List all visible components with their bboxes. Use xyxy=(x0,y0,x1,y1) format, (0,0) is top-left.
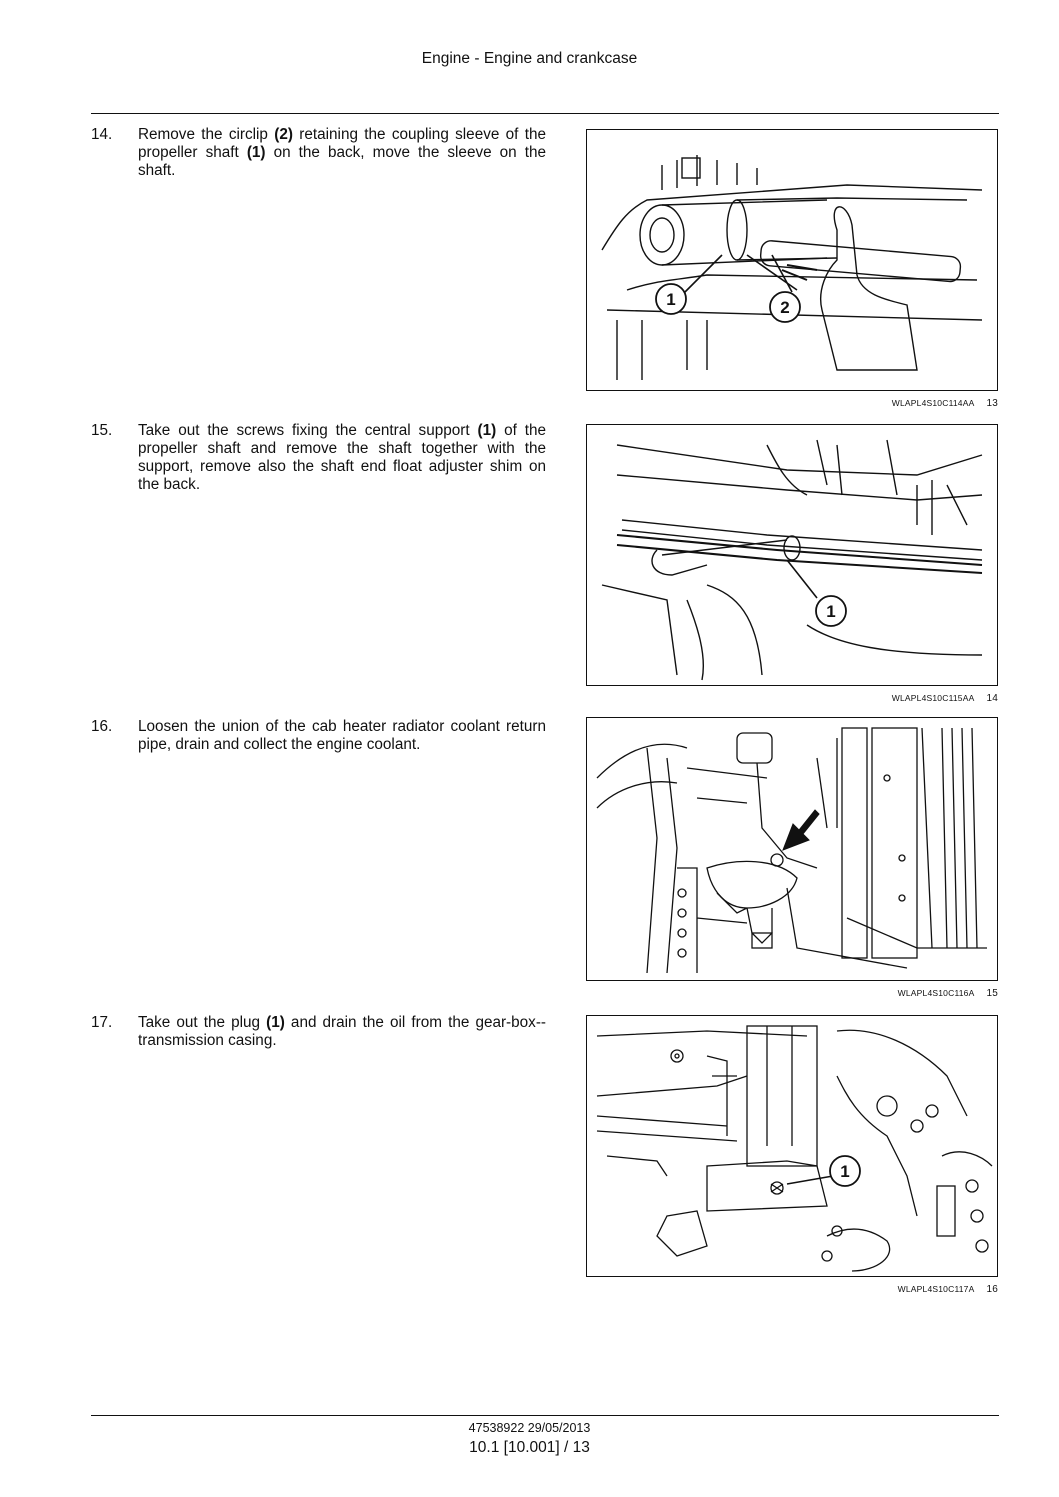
callout-1-label: 1 xyxy=(840,1162,850,1181)
callout-1-label: 1 xyxy=(826,602,836,621)
figure-15-caption xyxy=(898,988,998,999)
page-header-title: Engine - Engine and crankcase xyxy=(421,50,638,67)
figure-code: WLAPL4S10C117A xyxy=(897,1284,975,1294)
text-run: and drain the oil from the gear-box--transmission casing. xyxy=(138,1014,547,1049)
step-number: 15. xyxy=(91,422,113,439)
footer-rule xyxy=(91,1415,999,1416)
figure-13-caption xyxy=(892,398,998,409)
step-text xyxy=(138,718,546,754)
figure-number: 14 xyxy=(986,693,998,704)
text-run: retaining the coupling sleeve of the propeller shaft xyxy=(138,126,546,161)
step-number: 14. xyxy=(91,126,113,143)
step-text xyxy=(138,1014,546,1050)
figure-16-caption xyxy=(898,1284,998,1295)
step-text xyxy=(138,422,546,494)
header-rule xyxy=(91,113,999,114)
text-run: on the back, move the sleeve on the shaft. xyxy=(138,144,546,179)
text-run: Take out the plug xyxy=(138,1014,267,1031)
footer-page-reference: 10.1 [10.001] / 13 xyxy=(469,1439,590,1456)
callout-2-label: 2 xyxy=(780,298,790,317)
figure-14-caption xyxy=(892,693,998,704)
step-16 xyxy=(91,718,546,754)
part-ref: (1) xyxy=(477,422,497,439)
figure-14-illustration xyxy=(586,424,998,686)
figure-number: 13 xyxy=(986,398,998,409)
callout-1-label: 1 xyxy=(666,290,676,309)
text-run: Remove the circlip xyxy=(138,126,275,143)
figure-number: 16 xyxy=(986,1284,998,1295)
step-number: 17. xyxy=(91,1014,113,1031)
figure-number: 15 xyxy=(986,988,998,999)
step-14 xyxy=(91,126,546,180)
figure-13-illustration xyxy=(586,129,998,391)
figure-code: WLAPL4S10C116A xyxy=(897,988,975,998)
step-15 xyxy=(91,422,546,494)
part-ref: (2) xyxy=(274,126,293,143)
text-run: of the propeller shaft and remove the shaft together with the support, remove also the shaft end float adjuster shim on the back. xyxy=(138,422,546,493)
footer-document-reference: 47538922 29/05/2013 xyxy=(468,1421,591,1435)
figure-code: WLAPL4S10C115AA xyxy=(891,693,975,703)
step-text xyxy=(138,126,546,180)
figure-15-illustration xyxy=(586,717,998,981)
text-run: Loosen the union of the cab heater radiator coolant return pipe, drain and collect the engine coolant. xyxy=(138,718,546,753)
part-ref: (1) xyxy=(266,1014,285,1031)
figure-code: WLAPL4S10C114AA xyxy=(891,398,975,408)
text-run: Take out the screws fixing the central support xyxy=(138,422,478,439)
figure-16-illustration xyxy=(586,1015,998,1277)
part-ref: (1) xyxy=(246,144,266,161)
step-17 xyxy=(91,1014,546,1050)
step-number: 16. xyxy=(91,718,113,735)
